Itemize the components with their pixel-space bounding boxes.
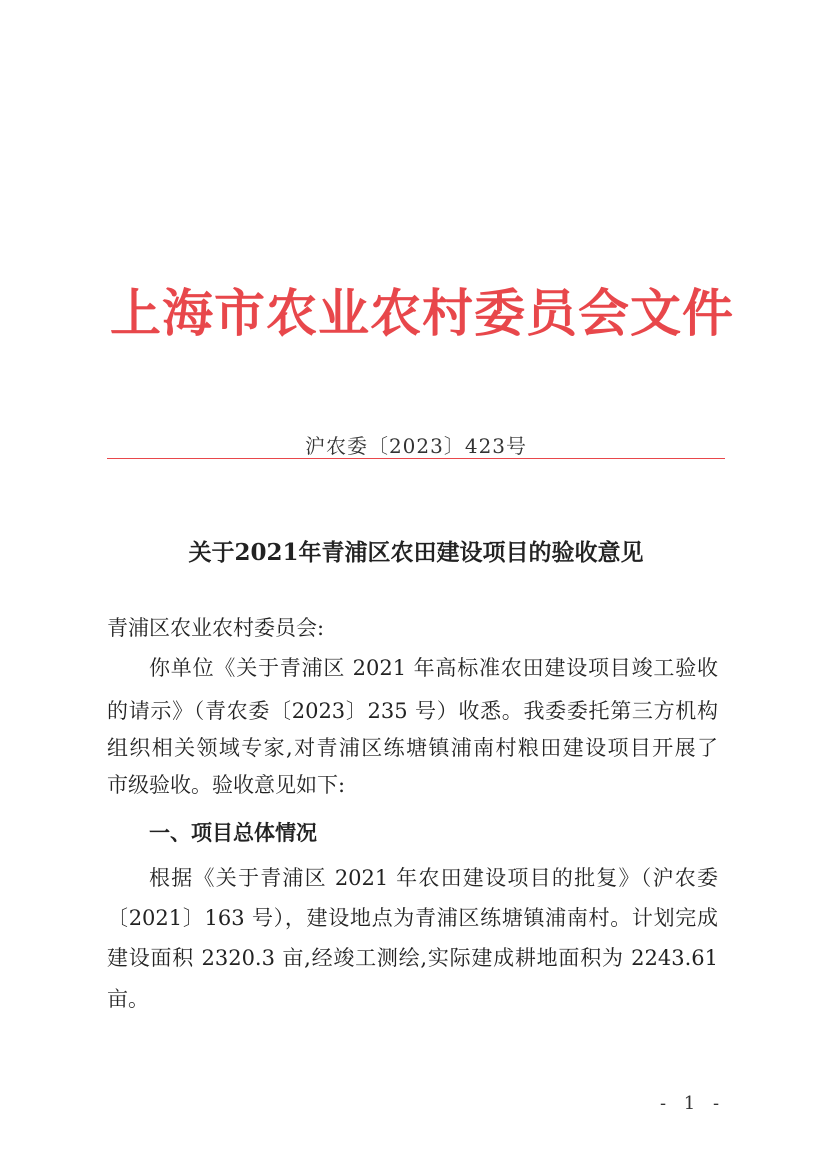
- red-separator-line: [107, 458, 725, 459]
- paragraph-line: 你单位《关于青浦区 2021 年高标准农田建设项目竣工验收: [149, 656, 718, 680]
- paragraph-line: 根据《关于青浦区 2021 年农田建设项目的批复》（沪农委: [149, 866, 718, 890]
- salutation: 青浦区农业农村委员会:: [107, 616, 325, 640]
- paragraph-line: 〔2021〕163 号），建设地点为青浦区练塘镇浦南村。计划完成: [107, 906, 718, 930]
- issuing-authority-title: 上海市农业农村委员会文件: [110, 284, 735, 344]
- paragraph-line: 建设面积 2320.3 亩,经竣工测绘,实际建成耕地面积为 2243.61: [107, 946, 718, 970]
- section-heading: 一、项目总体情况: [149, 821, 317, 845]
- paragraph-line: 市级验收。验收意见如下:: [107, 773, 346, 797]
- paragraph-line: 组织相关领域专家,对青浦区练塘镇浦南村粮田建设项目开展了: [107, 736, 718, 760]
- page-number: - 1 -: [660, 1093, 726, 1114]
- paragraph-line: 亩。: [107, 987, 149, 1011]
- paragraph-line: 的请示》（青农委〔2023〕235 号）收悉。我委委托第三方机构: [107, 699, 718, 723]
- document-number: 沪农委〔2023〕423号: [304, 434, 528, 458]
- document-title: 关于2021年青浦区农田建设项目的验收意见: [188, 539, 644, 566]
